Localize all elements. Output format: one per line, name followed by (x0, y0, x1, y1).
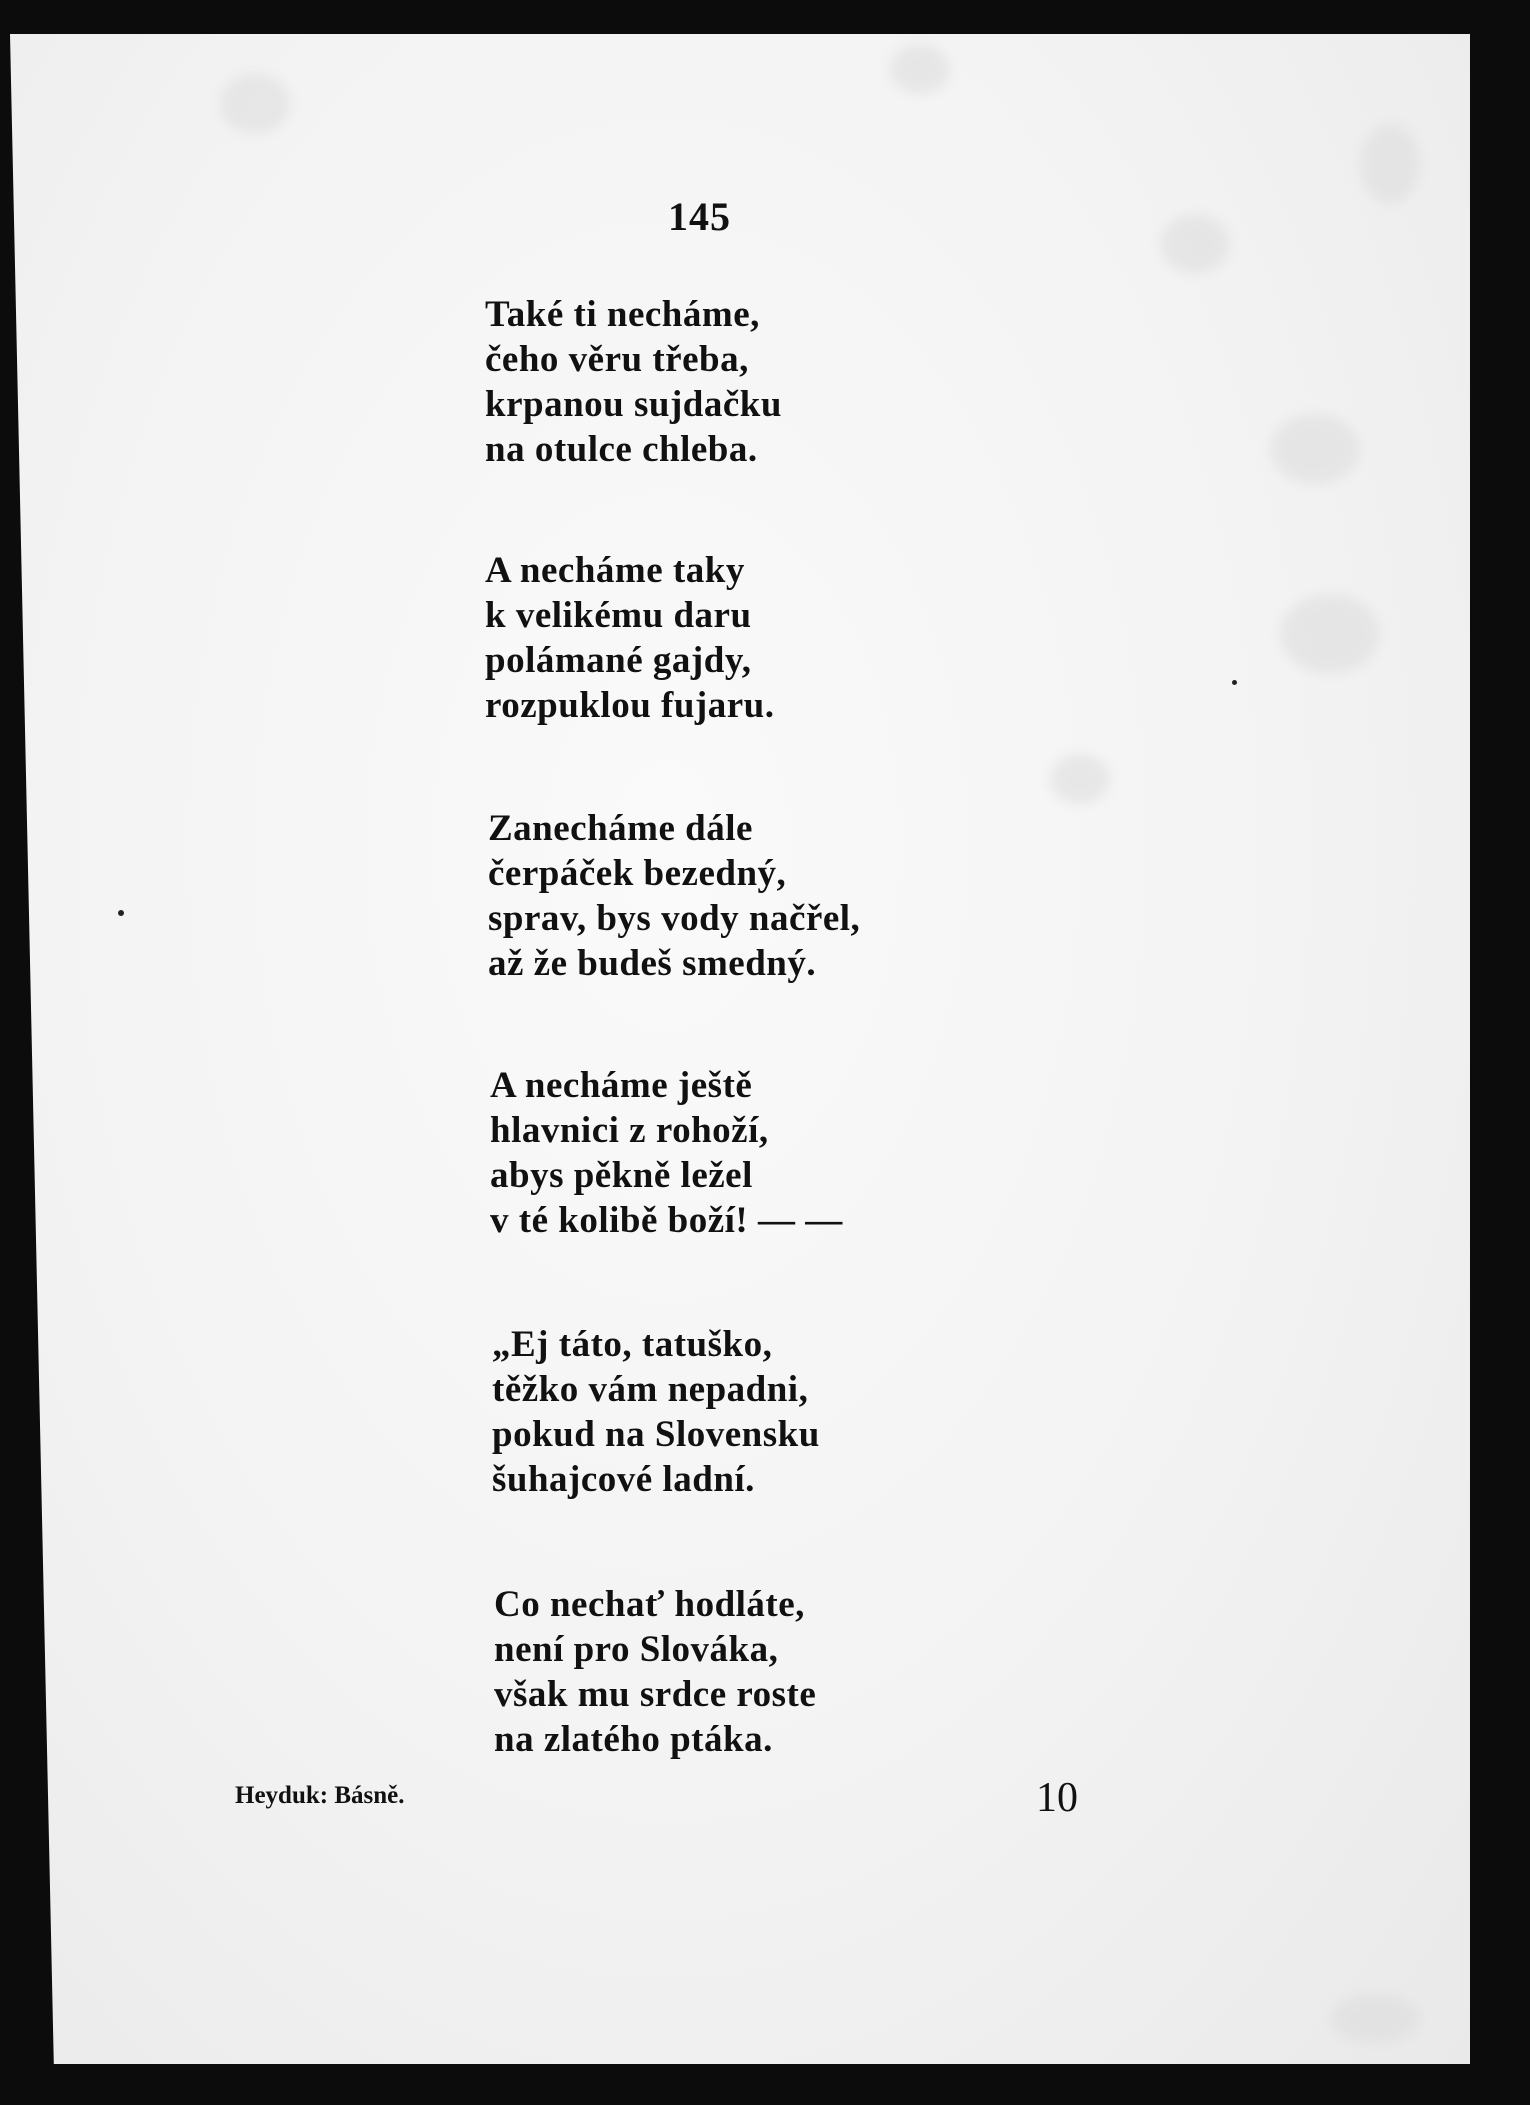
verse-line: však mu srdce roste (494, 1674, 817, 1715)
paper-stain (1050, 754, 1110, 804)
page-number: 145 (668, 194, 731, 239)
stanza-4 (490, 1063, 843, 1243)
verse-line: abys pěkně ležel (490, 1155, 753, 1196)
verse-line: v té kolibě boží! — — (490, 1200, 843, 1241)
verse-line: Zanecháme dále (488, 808, 753, 849)
stanza-5 (492, 1322, 820, 1502)
verse-line: těžko vám nepadni, (492, 1369, 809, 1410)
verse-line: čeho věru třeba, (485, 339, 749, 380)
verse-line: Co nechať hodláte, (494, 1584, 805, 1625)
verse-line: polámané gajdy, (485, 640, 752, 681)
paper-stain (1280, 594, 1380, 674)
paper-stain (1330, 1994, 1420, 2044)
ink-speck (118, 910, 124, 916)
stanza-3 (488, 806, 860, 986)
verse-line: sprav, bys vody načřel, (488, 898, 861, 939)
paper-stain (1360, 124, 1420, 204)
stanza-1 (485, 292, 782, 472)
verse-line: pokud na Slovensku (492, 1414, 820, 1455)
verse-line: A necháme taky (485, 550, 745, 591)
verse-line: Také ti necháme, (485, 294, 760, 335)
verse-line: „Ej táto, tatuško, (492, 1324, 773, 1365)
verse-line: A necháme ještě (490, 1065, 753, 1106)
verse-line: šuhajcové ladní. (492, 1459, 755, 1500)
verse-line: až že budeš smedný. (488, 943, 817, 984)
verse-line: čerpáček bezedný, (488, 853, 787, 894)
ink-speck (1232, 680, 1237, 685)
paper-stain (220, 74, 290, 134)
verse-line: k velikému daru (485, 595, 752, 636)
paper-stain (1270, 414, 1360, 484)
stanza-2 (485, 548, 775, 728)
paper-stain (890, 44, 950, 94)
signature-mark: 10 (1036, 1775, 1078, 1821)
stanza-6 (494, 1582, 816, 1762)
paper-stain (1160, 214, 1230, 274)
verse-line: krpanou sujdačku (485, 384, 782, 425)
verse-line: rozpuklou fujaru. (485, 685, 775, 726)
verse-line: na otulce chleba. (485, 429, 758, 470)
verse-line: není pro Slováka, (494, 1629, 779, 1670)
verse-line: hlavnici z rohoží, (490, 1110, 769, 1151)
verse-line: na zlatého ptáka. (494, 1719, 773, 1760)
footer-signature: Heyduk: Básně. (235, 1782, 405, 1809)
